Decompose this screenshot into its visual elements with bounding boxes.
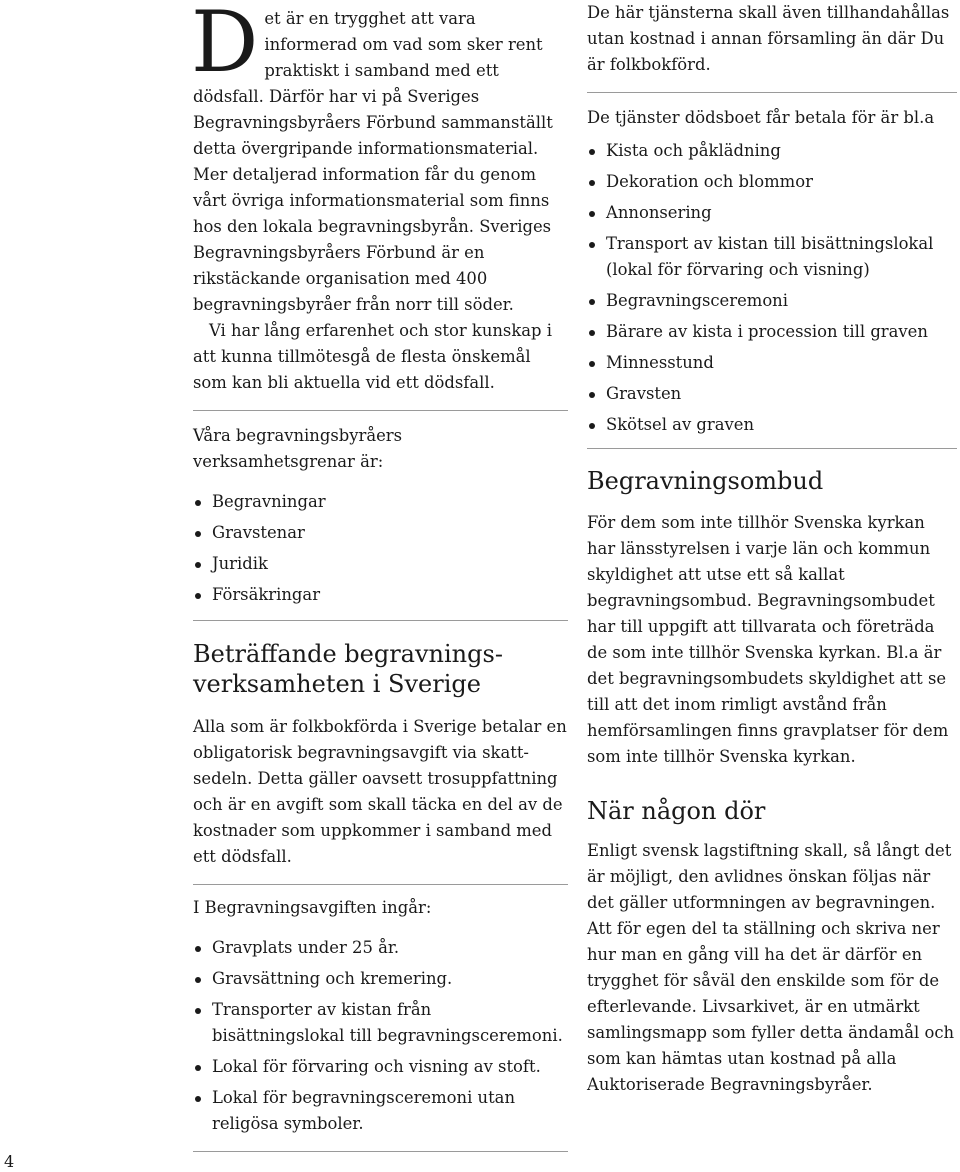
list-item: Skötsel av graven: [587, 412, 957, 438]
list-item: Gravsten: [587, 381, 957, 407]
branches-intro: Våra begravningsbyråers verksamhetsgrenar är:: [193, 426, 403, 471]
list-item: Annonsering: [587, 200, 957, 226]
list-item: Försäkringar: [193, 582, 568, 608]
fee-includes-intro: I Begravningsavgiften ingår:: [193, 898, 432, 917]
list-item: Begravningsceremoni: [587, 288, 957, 314]
list-item: Juridik: [193, 551, 568, 577]
list-item: Gravsättning och kremering.: [193, 966, 568, 992]
fee-includes-list: [193, 935, 568, 1137]
list-item: Transporter av kistan från bisättningslokal till begravningsceremoni.: [193, 997, 568, 1049]
intro-text: et är en trygghet att vara informerad om vad som sker rent praktiskt i samband med ett dödsfall. Därför har vi på Sveriges Begravningsbyråers Förbund sammanställt detta övergripande informationsmaterial. Mer detaljerad information får du genom vårt övriga informationsmaterial som finns hos den lokala begravningsbyrån. Sveriges Begravningsbyråers Förbund är en rikstäckande organisation med 400 begravningsbyråer från norr till söder.: [193, 9, 553, 314]
list-item: Transport av kistan till bisättningslokal (lokal för förvaring och visning): [587, 231, 957, 283]
right-column: [587, 0, 957, 1098]
list-item: Kista och påklädning: [587, 138, 957, 164]
other-parish-paragraph: De här tjänsterna skall även tillhandahållas utan kostnad i annan församling än där Du är folkbokförd.: [587, 3, 950, 74]
list-item: Gravstenar: [193, 520, 568, 546]
death-paragraph: Enligt svensk lagstiftning skall, så långt det är möjligt, den avlidnes önskan följas när det gäller utformningen av begravningen. Att för egen del ta ställning och skriva ner hur man en gång vill ha det är därför en trygghet för såväl den enskilde som för de efterlevande. Livsarkivet, är en utmärkt samlingsmapp som fyller detta ändamål och som kan hämtas utan kostnad på alla Auktoriserade Begravningsbyråer.: [587, 841, 955, 1094]
list-item: Gravplats under 25 år.: [193, 935, 568, 961]
drop-cap: D: [191, 0, 259, 91]
section-heading-ombud: Begravningsombud: [587, 467, 824, 495]
page-number: 4: [4, 1152, 15, 1171]
section-heading-burial-services: Beträffande begravnings- verksamheten i Sverige: [193, 640, 503, 698]
left-column: [193, 0, 568, 1152]
list-item: Lokal för förvaring och visning av stoft.: [193, 1054, 568, 1080]
list-item: Begravningar: [193, 489, 568, 515]
section-heading-death: När någon dör: [587, 797, 766, 825]
estate-pays-list: [587, 138, 957, 438]
ombud-paragraph: För dem som inte tillhör Svenska kyrkan har länsstyrelsen i varje län och kommun skyldighet att utse ett så kallat begravningsombud. Begravningsombudet har till uppgift att tillvarata och företräda de som inte tillhör Svenska kyrkan. Bl.a är det begravningsombudets skyldighet att se till att det inom rimligt avstånd från hemförsamlingen finns gravplatser för dem som inte tillhör Svenska kyrkan.: [587, 513, 949, 766]
branches-list: [193, 489, 568, 608]
experience-paragraph: Vi har lång erfarenhet och stor kunskap i att kunna tillmötesgå de flesta önskemål som kan bli aktuella vid ett dödsfall.: [193, 321, 552, 392]
list-item: Minnesstund: [587, 350, 957, 376]
estate-pays-intro: De tjänster dödsboet får betala för är bl.a: [587, 108, 935, 127]
list-item: Dekoration och blommor: [587, 169, 957, 195]
list-item: Bärare av kista i procession till graven: [587, 319, 957, 345]
divider: [193, 1151, 568, 1152]
intro-paragraph: [191, 0, 568, 318]
list-item: Lokal för begravningsceremoni utan religösa symboler.: [193, 1085, 568, 1137]
burial-fee-paragraph: Alla som är folkbokförda i Sverige betalar en obligatorisk begravningsavgift via skattsedeln. Detta gäller oavsett trosuppfattning och är en avgift som skall täcka en del av de kostnader som uppkommer i samband med ett dödsfall.: [193, 717, 567, 866]
